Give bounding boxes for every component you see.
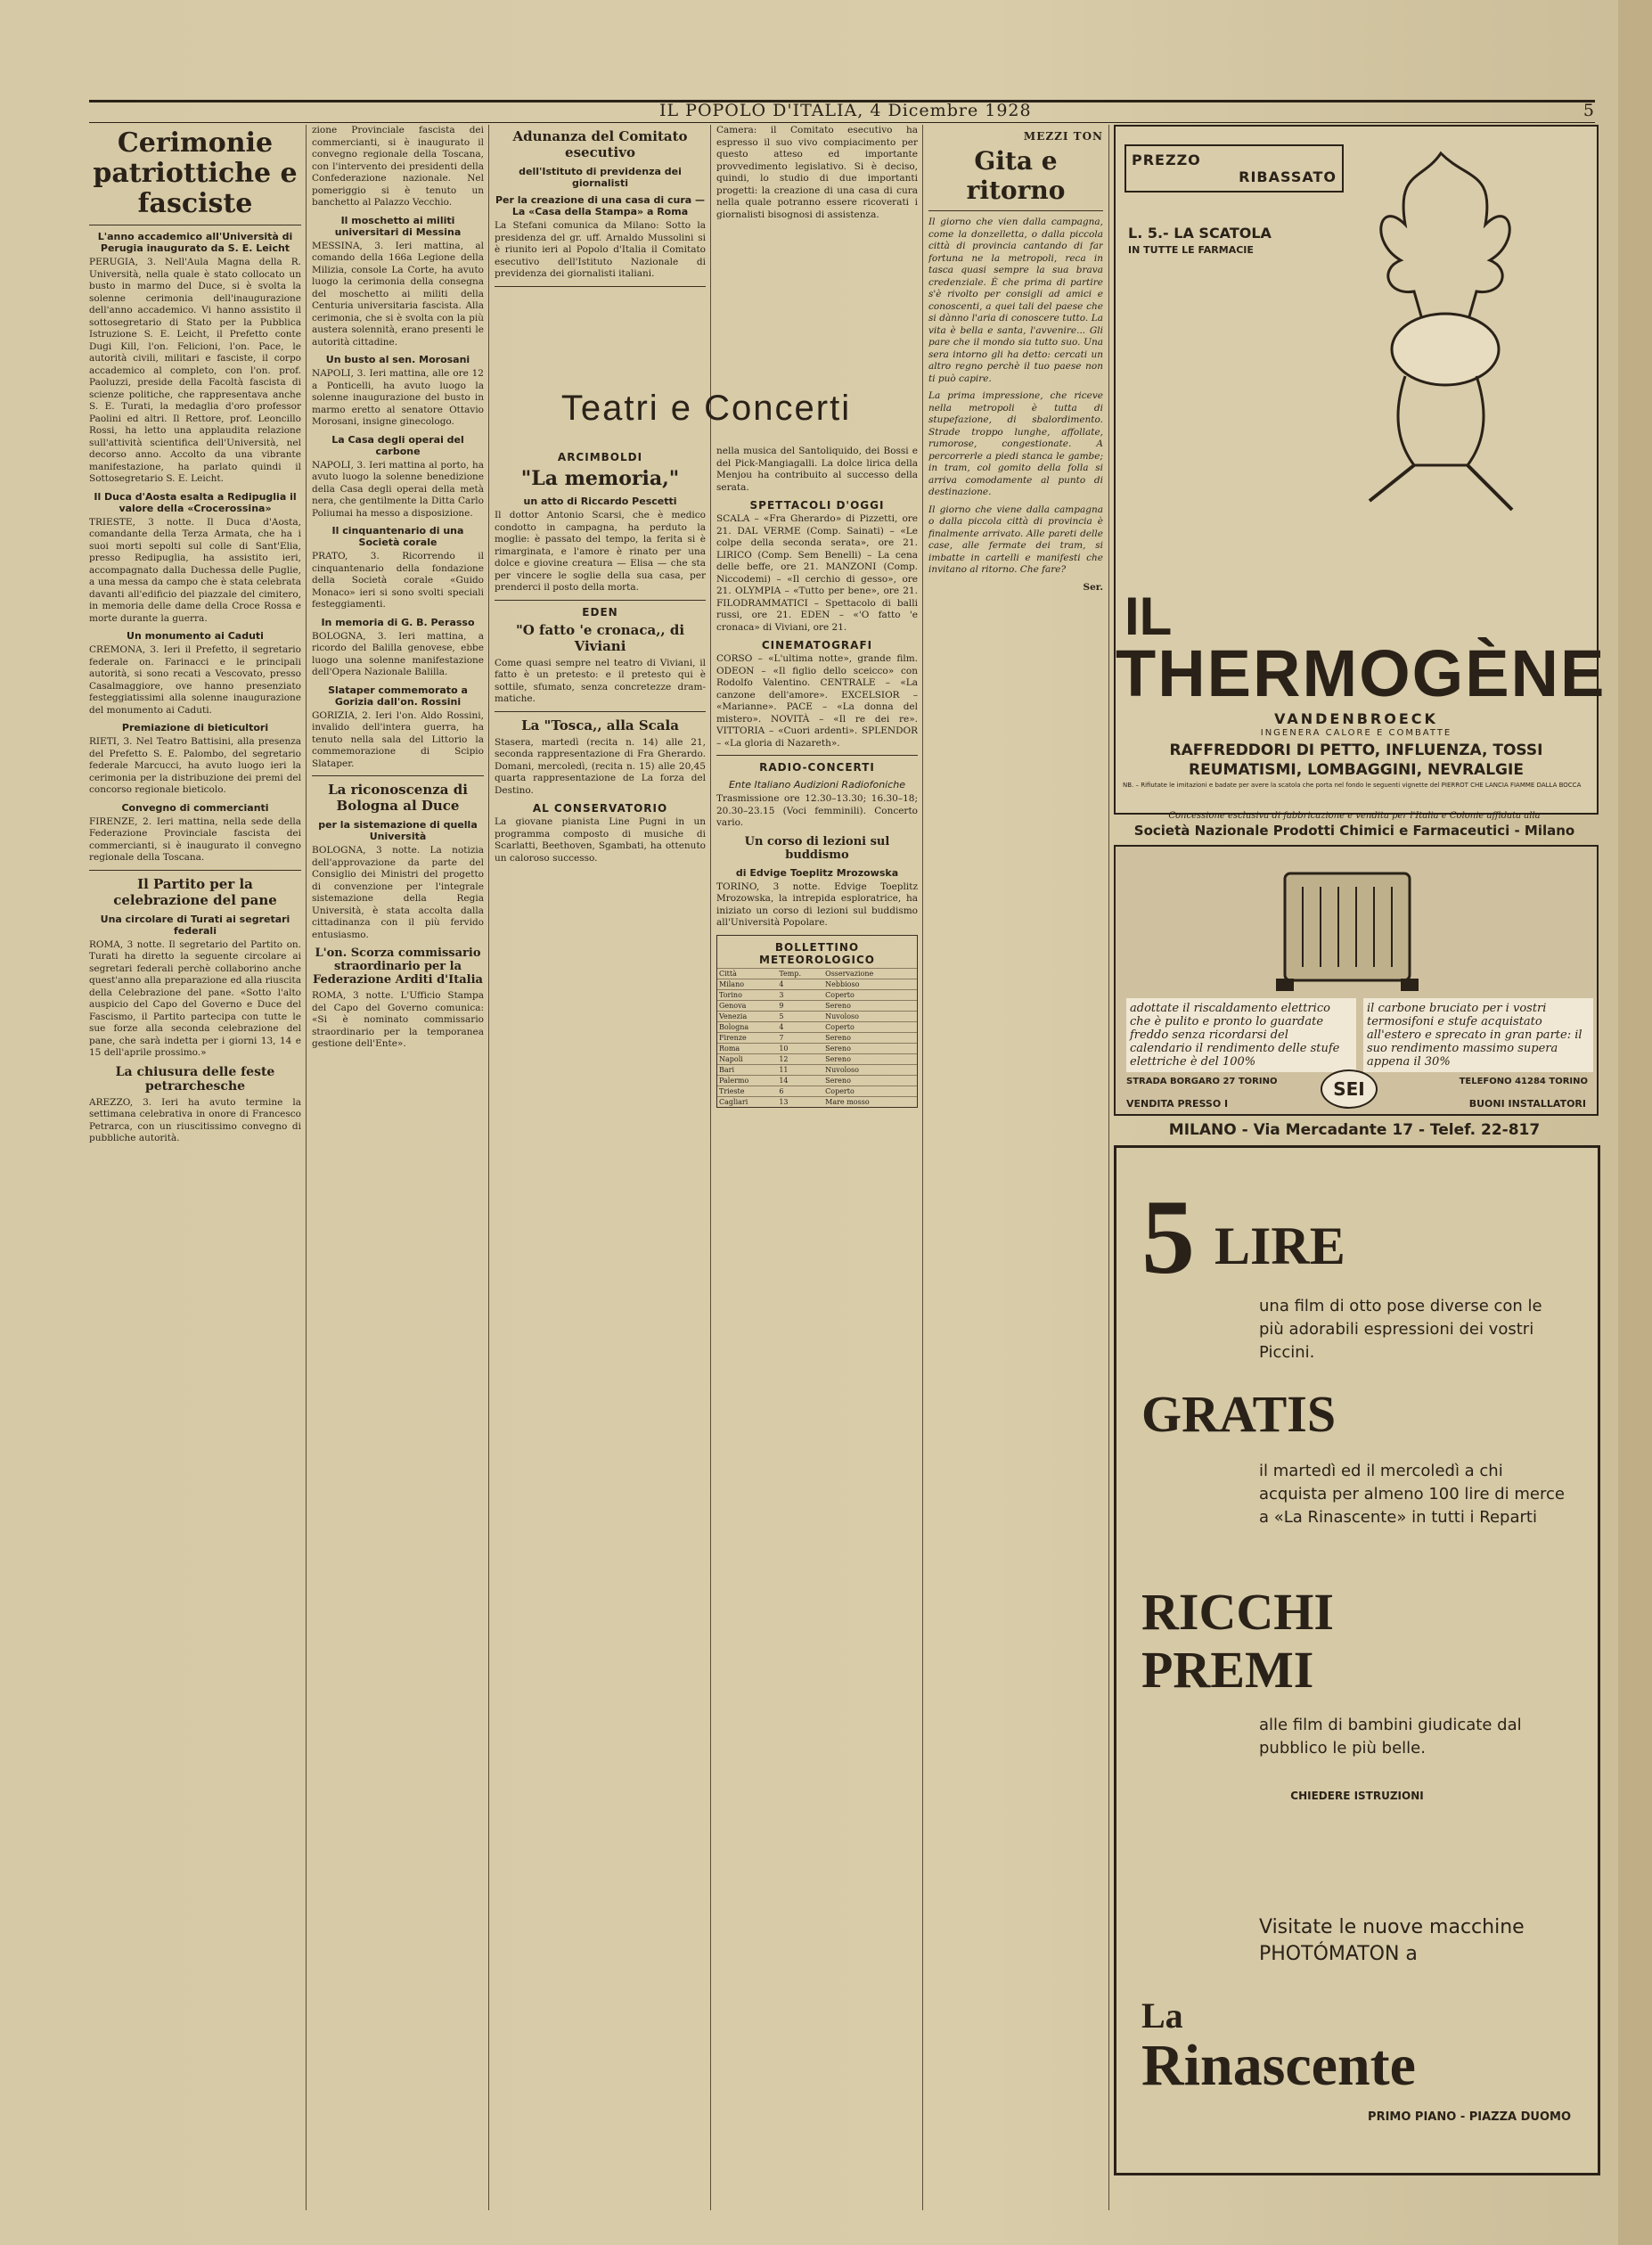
sale-label: VENDITA PRESSO I	[1126, 1098, 1229, 1110]
article-body: Camera: il Comitato esecutivo ha espresso il suo vivo compiacimento per questo atteso ed importante provvedimento legislativo. Si è deciso, quindi, lo studio di due importanti progetti: la creazione di una casa di cura nella quale potranno essere ricoverati i giornalisti bisognosi di assistenza.	[716, 125, 918, 220]
article-title: Il Duca d'Aosta esalta a Redipuglia il valore della «Crocerossina»	[94, 490, 297, 514]
review-subtitle: un atto di Riccardo Pescetti	[523, 496, 677, 507]
weather-cell: 14	[777, 1075, 823, 1086]
article-body: TRIESTE, 3 notte. Il Duca d'Aosta, comandante della Terza Armata, che ha i suoi morti sepolti sul colle di Sant'Elia, presso Redipuglia, ha assistito ieri, accompagnato dalla Duchessa delle Puglie, a una messa da campo che è stata celebrata davanti all'edificio del piazzale del cimitero, in memoria delle dame della Croce Rossa e morte durante la guerra.	[89, 516, 301, 624]
divider	[495, 286, 706, 287]
review-title: "O fatto 'e cronaca,, di Viviani	[515, 621, 685, 654]
weather-cell: Coperto	[823, 1086, 917, 1096]
weather-cell: Coperto	[823, 1021, 917, 1032]
gratis-text: il martedì ed il mercoledì a chi acquista per almeno 100 lire di merce a «La Rinascente» in tutti i Reparti	[1259, 1462, 1565, 1527]
coal-claim: il carbone bruciato per i vostri termosifoni e stufe acquistato all'estero e sprecato in gran parte: il suo rendimento massimo supera appena il 30%	[1363, 998, 1593, 1072]
article-body: La prima impressione, che riceve nella metropoli è tutta di stupefazione, di sbalordimento. Strade troppo lunghe, affollate, rumorose, congestionate. A percorrerle a piedi stanca le gambe; in tram, col gomito della folla si arriva comodamente al punto di destinazione.	[928, 390, 1103, 497]
weather-cell: Milano	[717, 979, 777, 989]
weather-cell: Nuvoloso	[823, 1011, 917, 1021]
article-title: Premiazione di bieticultori	[121, 722, 269, 733]
weather-cell: Sereno	[823, 1032, 917, 1043]
article-headline: L'on. Scorza commissario straordinario per la Federazione Arditi d'Italia	[313, 946, 483, 987]
article-body: zione Provinciale fascista dei commercianti, si è inaugurato il convegno regionale della Toscana, con l'intervento dei presidenti della Confederazione nazionale. Nel pomeriggio si è tenuto un banchetto al Palazzo Vecchio.	[312, 125, 484, 208]
brand-prefix: IL	[1125, 586, 1173, 646]
weather-row	[717, 1000, 917, 1011]
column-rule	[488, 125, 489, 2210]
article-body: BOLOGNA, 3 notte. La notizia dell'approvazione da parte del Consiglio dei Ministri del progetto di convenzione per l'integrale sistemazione della Regia Università, è stata accolta dalla cittadinanza con il più fervido entusiasmo.	[312, 845, 484, 940]
masthead-title: IL POPOLO D'ITALIA, 4 Dicembre 1928	[659, 101, 1032, 120]
weather-cell: 7	[777, 1032, 823, 1043]
weather-cell: Firenze	[717, 1032, 777, 1043]
weather-cell: 13	[777, 1096, 823, 1107]
sei-ad	[1114, 845, 1599, 1116]
weather-cell: Bari	[717, 1064, 777, 1075]
article-title: La Casa degli operai del carbone	[331, 433, 464, 457]
article-body: CREMONA, 3. Ieri il Prefetto, il segretario federale on. Farinacci e le principali autorità, si sono recati a Vescovato, presso Casalmaggiore, ove hanno presenziato festeggiatissimi alla solenne inaugurazione del monumento ai Caduti.	[89, 644, 301, 716]
concession-note: Concessione esclusiva di fabbricazione e vendita per l'Italia e Colonie affidata alla	[1168, 811, 1541, 821]
article-body: FIRENZE, 2. Ieri mattina, nella sede della Federazione Provinciale fascista dei commercianti, si è inaugurato il convegno regionale della Toscana.	[89, 815, 301, 863]
address-right: TELEFONO 41284 TORINO	[1459, 1077, 1588, 1086]
article-title: Il cinquantenario di una Società corale	[331, 525, 464, 548]
article-body: La giovane pianista Line Pugni in un programma composto di musiche di Scarlatti, Beethoven, Sgambati, ha ottenuto un caloroso successo.	[495, 816, 706, 864]
column-rule	[306, 125, 307, 2210]
weather-cell: 4	[777, 1021, 823, 1032]
weather-cell: Roma	[717, 1043, 777, 1053]
section-label: SPETTACOLI D'OGGI	[749, 499, 885, 512]
divider	[928, 210, 1103, 211]
section-banner	[495, 383, 918, 437]
article-title: Un busto al sen. Morosani	[325, 354, 470, 365]
article-body: Stasera, martedì (recita n. 14) alle 21, seconda rappresentazione di Fra Gherardo. Domani, mercoledì, (recita n. 15) alle 20,45 quarta rappresentazione de La forza del Destino.	[495, 736, 706, 796]
weather-cell: Bologna	[717, 1021, 777, 1032]
premi-text: alle film di bambini giudicate dal pubblico le più belle.	[1259, 1716, 1522, 1757]
weather-cell: 3	[777, 989, 823, 1000]
column-2	[312, 125, 484, 2201]
divider	[495, 711, 706, 712]
company-name: Società Nazionale Prodotti Chimici e Farmaceutici - Milano	[1133, 823, 1575, 839]
article-subtitle: dell'Istituto di previdenza dei giornalisti	[519, 166, 682, 189]
sei-address: MILANO - Via Mercadante 17 - Telef. 22-817	[1168, 1121, 1541, 1139]
weather-row	[717, 1096, 917, 1107]
article-body: PRATO, 3. Ricorrendo il cinquantenario della fondazione della Società corale «Guido Monaco» ieri si sono svolti speciali festeggiamenti.	[312, 551, 484, 610]
article-title: Un monumento ai Caduti	[127, 630, 264, 642]
article-body: AREZZO, 3. Ieri ha avuto termine la settimana celebrativa in onore di Francesco Petrarca, con un riuscitissimo convegno di pubbliche autorità.	[89, 1096, 301, 1143]
weather-cell: Sereno	[823, 1053, 917, 1064]
price-word: LIRE	[1214, 1217, 1345, 1275]
review-title: "La memoria,"	[520, 467, 680, 490]
article-subtitle: Una circolare di Turati ai segretari federali	[100, 913, 290, 937]
column-5	[928, 125, 1103, 2201]
weather-cell: Cagliari	[717, 1096, 777, 1107]
rinascente-ad	[1114, 1145, 1600, 2175]
weather-cell: Palermo	[717, 1075, 777, 1086]
article-body: Il giorno che vien dalla campagna, come la donzelletta, o dalla piccola città di provincia cantando di far fortuna ne la metropoli, reca in tasca quasi sempre la sua brava credenziale. È che prima di partire s'è rivolto per consigli ad amici e conoscenti, a quei tali del paese che si dànno l'aria di conoscere tutto. La vita è bella e santa, l'avvenire... Gli pare che il mondo sia tutto suo. Una sera intorno gli ha detto: cercati un altro regno perchè il tuo paese non ti può capire.	[928, 217, 1103, 384]
article-body: nella musica del Santoliquido, dei Bossi e del Pick-Mangiagalli. La dolce lirica della Menjou ha contribuito al successo della serata.	[716, 446, 918, 493]
divider	[495, 600, 706, 601]
weather-cell: Coperto	[823, 989, 917, 1000]
price-tag-2: RIBASSATO	[1239, 168, 1337, 185]
weather-cell: Sereno	[823, 1075, 917, 1086]
article-body: Il giorno che viene dalla campagna o dalla piccola città di provincia è finalmente arrivato. Alle pareti delle case, alle fermate dei tram, si imbatte in cartelli e manifesti che invitano al ritorno. Che fare?	[928, 504, 1103, 575]
imitation-note: NB. – Rifiutate le imitazioni e badate per avere la scatola che porta nel fondo le seguenti vignette del PIERROT CHE LANCIA FIAMME DALLA BOCCA	[1123, 782, 1582, 789]
article-body: RIETI, 3. Nel Teatro Battisini, alla presenza del Prefetto S. E. Palombo, del segretario federale Marcucci, ha avuto luogo ieri la cerimonia per la distribuzione dei premi del concorso regionale bieticolo.	[89, 736, 301, 795]
ricchi-heading: RICCHI	[1141, 1583, 1334, 1641]
article-body: BOLOGNA, 3. Ieri mattina, a ricordo del Balilla genovese, ebbe luogo una solenne manifestazione dell'Opera Nazionale Balilla.	[312, 630, 484, 677]
article-body: Trasmissione ore 12.30–13.30; 16.30–18; 20.30–23.15 (Voci femminili). Concerto vario.	[716, 793, 918, 828]
article-body: La Stefani comunica da Milano: Sotto la presidenza del gr. uff. Arnaldo Mussolini si è riunito ieri al Popolo d'Italia il Comitato esecutivo dell'Istituto Nazionale di previdenza dei giornalisti italiani.	[495, 220, 706, 279]
weather-row	[717, 979, 917, 989]
article-subtitle: Per la creazione di una casa di cura — La «Casa della Stampa» a Roma	[495, 194, 706, 217]
price-sub: IN TUTTE LE FARMACIE	[1128, 244, 1254, 256]
pierrot-illustration-icon	[1334, 144, 1566, 519]
article-title: Slataper commemorato a Gorizia dall'on. Rossini	[328, 684, 468, 708]
column-rule	[922, 125, 923, 2210]
section-label: CINEMATOGRAFI	[761, 639, 873, 651]
weather-row	[717, 1086, 917, 1096]
price-tag-1: PREZZO	[1132, 152, 1201, 168]
weather-rows	[717, 979, 917, 1107]
column-kicker: MEZZI TON	[1023, 130, 1103, 143]
weather-cell: 4	[777, 979, 823, 989]
weather-cell: Mare mosso	[823, 1096, 917, 1107]
divider	[716, 755, 918, 756]
article-headline: Il Partito per la celebrazione del pane	[113, 875, 277, 908]
weather-row	[717, 1032, 917, 1043]
premi-heading: PREMI	[1141, 1641, 1314, 1699]
weather-cell: Sereno	[823, 1000, 917, 1011]
article-title: L'anno accademico all'Università di Perugia inaugurato da S. E. Leicht	[97, 231, 293, 254]
brand-name: THERMOGÈNE	[1116, 636, 1607, 710]
thermogene-ad	[1114, 125, 1607, 815]
weather-bulletin	[716, 935, 918, 1108]
page-number: 5	[1582, 101, 1595, 120]
column-3-theatre	[495, 446, 706, 2201]
page-headline: Cerimonie patriottiche e fasciste	[93, 127, 298, 219]
weather-cell: 9	[777, 1000, 823, 1011]
weather-col-header: Temp.	[777, 968, 823, 979]
venue-label: AL CONSERVATORIO	[532, 802, 668, 815]
weather-row	[717, 989, 917, 1000]
column-rule	[710, 125, 711, 2210]
article-body: NAPOLI, 3. Ieri mattina, alle ore 12 a Ponticelli, ha avuto luogo la solenne inaugurazione del busto in marmo eretto al senatore Ottavio Morosani, insigne ginecologo.	[312, 368, 484, 427]
weather-cell: 6	[777, 1086, 823, 1096]
article-body: TORINO, 3 notte. Edvige Toeplitz Mrozowska, la intrepida esploratrice, ha iniziato un corso di lezioni sul buddismo all'Università Popolare.	[716, 881, 918, 928]
review-title: La "Tosca,, alla Scala	[521, 717, 679, 733]
weather-row	[717, 1053, 917, 1064]
weather-cell: Sereno	[823, 1043, 917, 1053]
store-location: PRIMO PIANO - PIAZZA DUOMO	[1368, 2110, 1571, 2124]
article-subtitle: per la sistemazione di quella Università	[318, 819, 478, 842]
article-headline: La riconoscenza di Bologna al Duce	[328, 782, 468, 814]
weather-header-row	[717, 968, 917, 979]
article-headline: Adunanza del Comitato esecutivo	[512, 128, 688, 160]
weather-cell: Venezia	[717, 1011, 777, 1021]
photomaton-text: Visitate le nuove macchine PHOTÓMATON a	[1259, 1916, 1525, 1965]
weather-row	[717, 1064, 917, 1075]
weather-cell: 10	[777, 1043, 823, 1053]
weather-cell: Napoli	[717, 1053, 777, 1064]
article-body: Come quasi sempre nel teatro di Viviani, il fatto è un pretesto: e il pretesto qui è sottile, sfumato, senza concretezze drammatiche.	[495, 657, 706, 704]
brand-article: La	[1141, 1995, 1183, 2036]
column-4-top	[716, 125, 918, 374]
weather-cell: Trieste	[717, 1086, 777, 1096]
page-edge	[1618, 0, 1652, 2245]
section-title: Teatri e Concerti	[560, 389, 852, 428]
article-body: ROMA, 3 notte. Il segretario del Partito on. Turati ha diretto la seguente circolare ai segretari federali perchè collaborino anche quest'anno alla preparazione ed alla riuscita della Celebrazione del pane. «Sotto l'alto auspicio del Capo del Governo e Duce del Fascismo, il Partito partecipa con tutte le sue forze alla seconda celebrazione del pane, che sarà indetta per i giorni 13, 14 e 15 dell'aprile prossimo.»	[89, 938, 301, 1058]
column-1	[89, 125, 301, 2201]
offer-text: una film di otto pose diverse con le più adorabili espressioni dei vostri Piccini.	[1259, 1297, 1542, 1362]
article-title: Convegno di commercianti	[121, 801, 269, 814]
article-title: In memoria di G. B. Perasso	[321, 616, 475, 628]
weather-row	[717, 1011, 917, 1021]
weather-table	[717, 968, 917, 1107]
article-body: MESSINA, 3. Ieri mattina, al comando della 166a Legione della Milizia, console La Corte, ha avuto luogo la cerimonia della consegna del moschetto ai militi della Centuria universitaria fascista. Alla cerimonia, che si è svolta con la più austera solennità, erano presenti le autorità cittadine.	[312, 240, 484, 348]
article-headline: La chiusura delle feste petrarchesche	[115, 1064, 275, 1094]
price-number: 5	[1141, 1177, 1195, 1296]
divider	[312, 775, 484, 776]
column-rule	[1108, 125, 1109, 2210]
column-4	[716, 446, 918, 2201]
claims-line-2: REUMATISMI, LOMBAGGINI, NEVRALGIE	[1189, 761, 1524, 779]
article-headline: Un corso di lezioni sul buddismo	[744, 834, 890, 862]
electric-heater-icon	[1249, 864, 1445, 998]
weather-row	[717, 1021, 917, 1032]
article-title: Il moschetto ai militi universitari di Messina	[334, 214, 462, 238]
weather-row	[717, 1043, 917, 1053]
venue-label: EDEN	[582, 605, 618, 619]
weather-cell: Torino	[717, 989, 777, 1000]
maker-name: VANDENBROECK	[1274, 710, 1438, 727]
article-body: ROMA, 3 notte. L'Ufficio Stampa del Capo del Governo comunica: «Si è nominato commissario straordinario per la temporanea gestione dell'Ente».	[312, 990, 484, 1049]
article-body: NAPOLI, 3. Ieri mattina al porto, ha avuto luogo la solenne benedizione della Casa degli operai della metà nera, che gentilmente la Ditta Carlo Poliumai ha messo a disposizione.	[312, 459, 484, 519]
electric-claim: adottate il riscaldamento elettrico che è pulito e pronto lo guardate freddo senza ricordarsi del calendario il rendimento delle stufe elettriche è del 100%	[1126, 998, 1356, 1072]
article-body: Il dottor Antonio Scarsi, che è medico condotto in campagna, ha perduto la moglie: è passato del tempo, la ferita si è rimarginata, e l'amore è rinato per una dolce e giovine creatura — Elisa — che sta per vincere le soglie della sua casa, per prenderci il posto della morta.	[495, 510, 706, 593]
venue-label: ARCIMBOLDI	[557, 451, 643, 463]
section-label: RADIO-CONCERTI	[759, 761, 875, 774]
weather-col-header: Città	[717, 968, 777, 979]
rinascente-logo: Rinascente	[1141, 2033, 1416, 2098]
weather-cell: Genova	[717, 1000, 777, 1011]
weather-title: BOLLETTINO METEOROLOGICO	[759, 940, 875, 966]
price-box	[1125, 144, 1344, 193]
weather-cell: 5	[777, 1011, 823, 1021]
sei-logo: SEI	[1321, 1069, 1378, 1109]
gratis-heading: GRATIS	[1141, 1385, 1337, 1443]
installer-label: BUONI INSTALLATORI	[1468, 1098, 1586, 1110]
listings: SCALA – «Fra Gherardo» di Pizzetti, ore 21. DAL VERME (Comp. Sainati) – «Le colpe della seconda serata», ore 21. LIRICO (Comp. Sem Benelli) – La cena delle beffe, ore 21. MANZONI (Comp. Niccodemi) – «Il cerchio di gesso», ore 21. OLYMPIA – «Tutto per bene», ore 21. FILODRAMMATICI – Spettacolo di balli russi, ore 21. EDEN – «'O fatto 'e cronaca» di Viviani, ore 21.	[716, 513, 918, 633]
address-left: STRADA BORGARO 27 TORINO	[1126, 1077, 1278, 1086]
article-body: GORIZIA, 2. Ieri l'on. Aldo Rossini, invalido dell'intera guerra, ha tenuto nella sala del Littorio la commemorazione di Scipio Slataper.	[312, 709, 484, 769]
weather-cell: Nebbioso	[823, 979, 917, 989]
listings: CORSO – «L'ultima notte», grande film. ODEON – «Il figlio dello sceicco» con Rodolfo Valentino. CENTRALE – «La canzone dell'amore». EXCELSIOR – «Marianne». PACE – «La donna del mistero». NOVITÀ – «Il re dei re». VITTORIA – «Cuori ardenti». SPLENDOR – «La gloria di Nazareth».	[716, 653, 918, 749]
instructions-label: CHIEDERE ISTRUZIONI	[1290, 1790, 1424, 1802]
price-label: L. 5.- LA SCATOLA	[1128, 225, 1272, 242]
divider	[89, 870, 301, 871]
article-body: PERUGIA, 3. Nell'Aula Magna della R. Università, nella quale è stato collocato un busto in marmo del Duce, si è svolta la solenne cerimonia dell'inaugurazione dell'anno accademico. Vi hanno assistito il sottosegretario di Stato per la Pubblica Istruzione S. E. Leicht, il Prefetto conte Dugi Kill, l'on. Felicioni, l'on. Pace, le autorità civili, militari e fasciste, il corpo accademico al completo, con l'on. prof. Paoluzzi, preside della Facoltà fascista di scienze politiche, che rappresentava anche S. E. Turati, la medaglia d'oro professor Paolini ed altri. Il Rettore, prof. Leoncillo Rossi, ha letto una applaudita relazione sull'attività scientifica dell'Università, nel decorso anno. Accolto da una vibrante manifestazione, ha parlato quindi il Sottosegretario S. E. Leicht.	[89, 257, 301, 484]
maker-sub: INGENERA CALORE E COMBATTE	[1260, 728, 1452, 738]
claims-line-1: RAFFREDDORI DI PETTO, INFLUENZA, TOSSI	[1169, 742, 1543, 759]
signature: Ser.	[1083, 581, 1103, 593]
radio-subtitle: Ente Italiano Audizioni Radiofoniche	[728, 779, 906, 791]
weather-col-header: Osservazione	[823, 968, 917, 979]
weather-cell: Nuvoloso	[823, 1064, 917, 1075]
masthead	[89, 100, 1595, 123]
weather-row	[717, 1075, 917, 1086]
article-subtitle: di Edvige Toeplitz Mrozowska	[735, 866, 899, 879]
weather-cell: 12	[777, 1053, 823, 1064]
weather-cell: 11	[777, 1064, 823, 1075]
column-headline: Gita e ritorno	[966, 146, 1066, 205]
